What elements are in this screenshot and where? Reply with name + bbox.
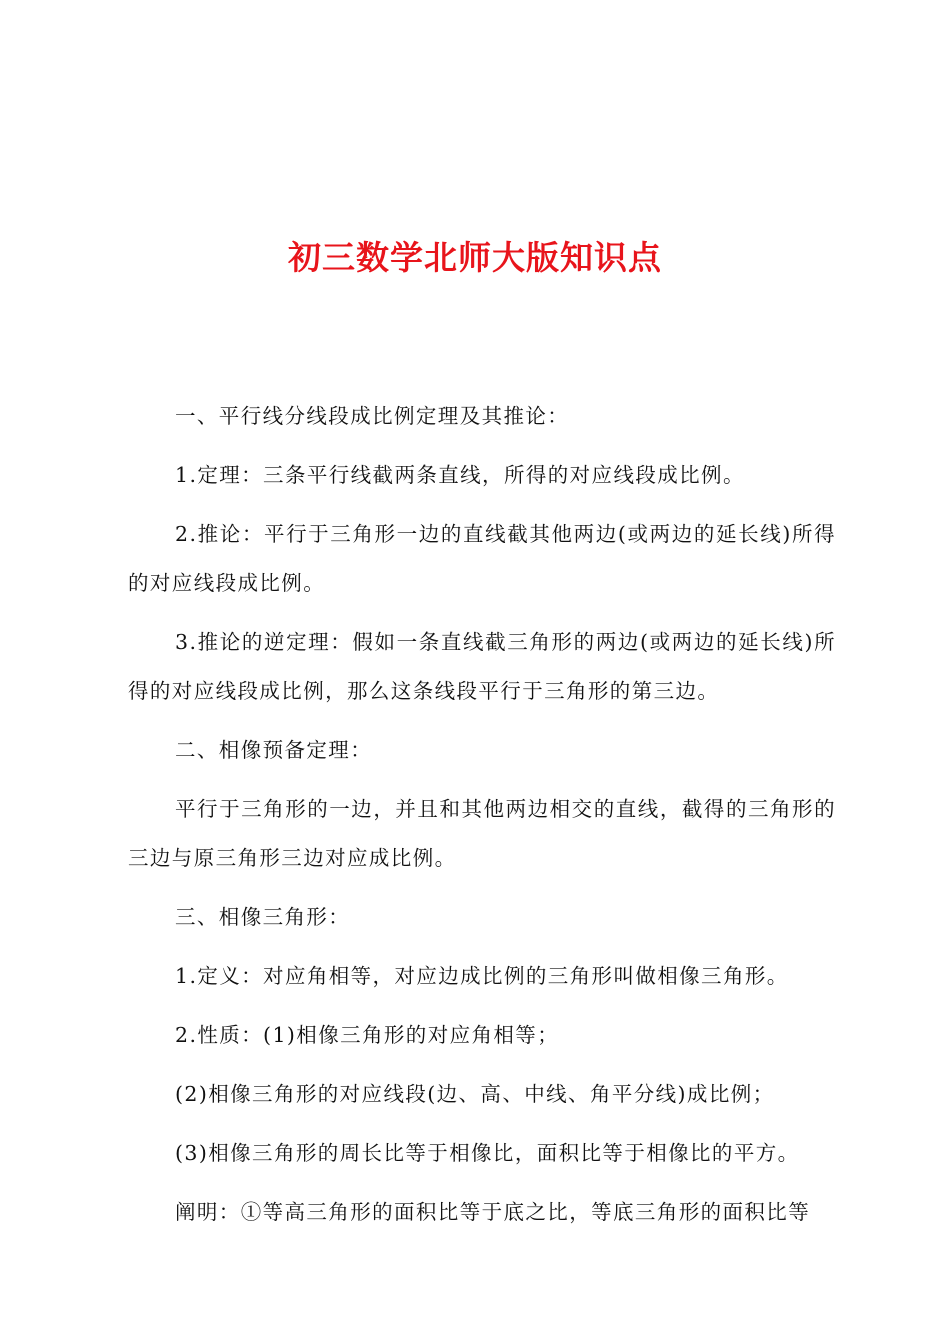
paragraph-theorem: 1.定理：三条平行线截两条直线，所得的对应线段成比例。: [175, 463, 745, 487]
paragraph-section-3-heading: 三、相像三角形：: [175, 905, 351, 929]
paragraph-note: 阐明：①等高三角形的面积比等于底之比，等底三角形的面积比等: [175, 1200, 811, 1224]
document-title: 初三数学北师大版知识点: [288, 238, 662, 278]
paragraph-property-1: 2.性质：(1)相像三角形的对应角相等；: [175, 1023, 560, 1047]
paragraph-section-2-heading: 二、相像预备定理：: [175, 738, 373, 762]
paragraph-converse-theorem: 3.推论的逆定理：假如一条直线截三角形的两边(或两边的延长线)所得的对应线段成比例，那么这条线段平行于三角形的第三边。: [128, 630, 836, 703]
paragraph-property-3: (3)相像三角形的周长比等于相像比，面积比等于相像比的平方。: [175, 1141, 800, 1165]
paragraph-definition: 1.定义：对应角相等，对应边成比例的三角形叫做相像三角形。: [175, 964, 789, 988]
paragraph-section-1-heading: 一、平行线分线段成比例定理及其推论：: [175, 404, 570, 428]
paragraph-similarity-lemma: 平行于三角形的一边，并且和其他两边相交的直线，截得的三角形的三边与原三角形三边对应成比例。: [128, 797, 836, 870]
document-body: [128, 392, 836, 1247]
paragraph-property-2: (2)相像三角形的对应线段(边、高、中线、角平分线)成比例；: [175, 1082, 775, 1106]
paragraph-corollary: 2.推论：平行于三角形一边的直线截其他两边(或两边的延长线)所得的对应线段成比例。: [128, 522, 836, 595]
